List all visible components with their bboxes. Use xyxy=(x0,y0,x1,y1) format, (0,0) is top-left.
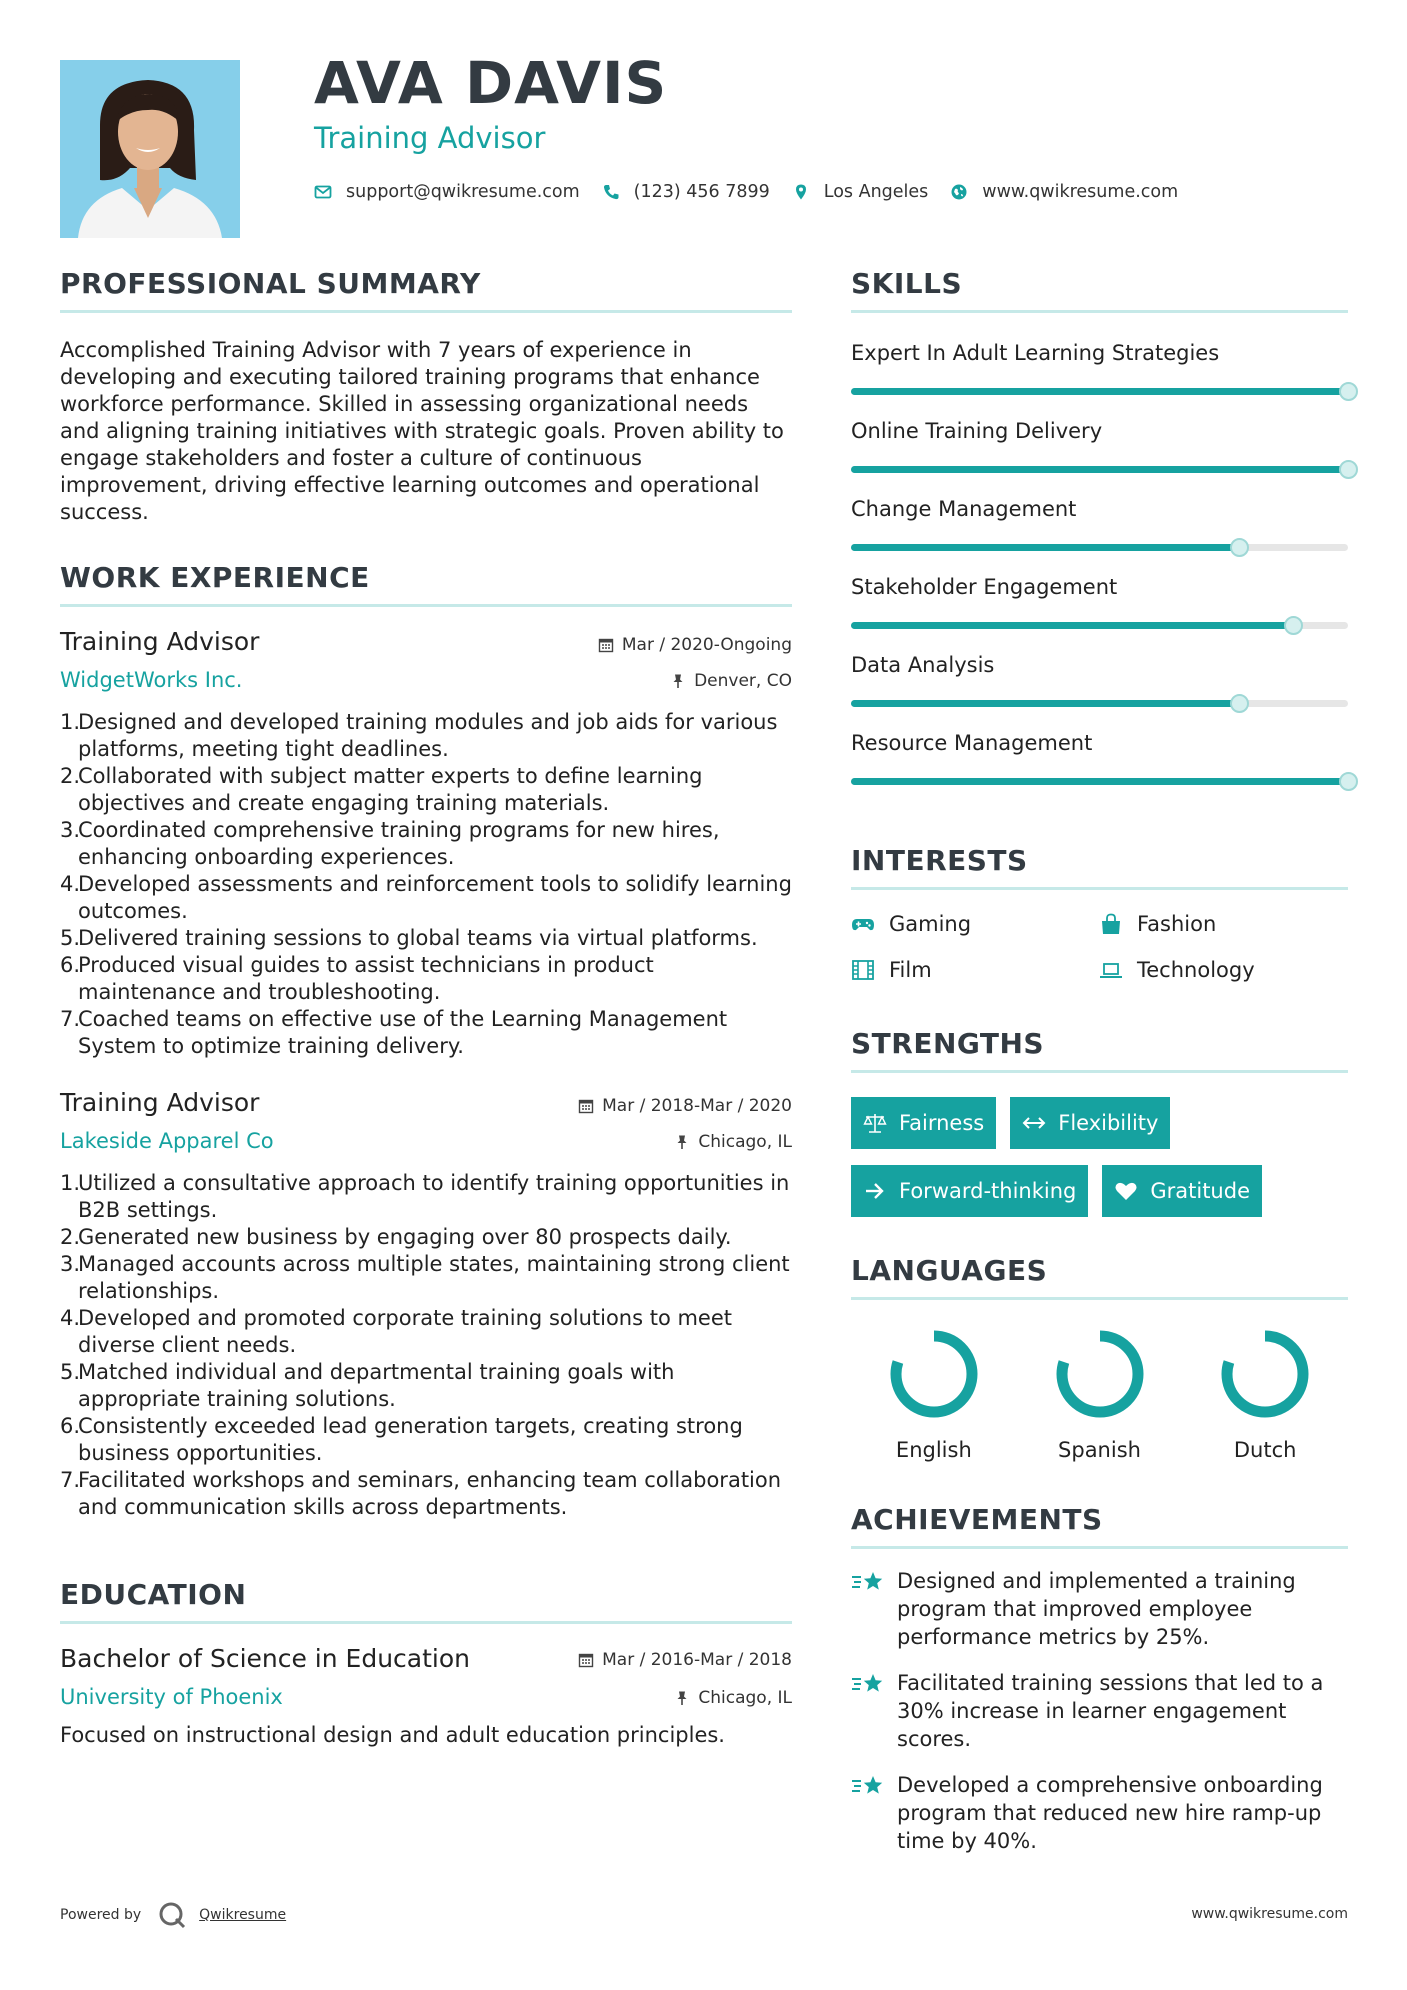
job-dates-text: Mar / 2020-Ongoing xyxy=(621,635,792,655)
education-location-text: Chicago, IL xyxy=(698,1688,792,1708)
skill-label: Change Management xyxy=(851,497,1077,521)
job-company: Lakeside Apparel Co xyxy=(60,1129,274,1153)
languages-list xyxy=(851,1324,1348,1462)
language-label: Spanish xyxy=(1058,1438,1141,1462)
education-dates-text: Mar / 2016-Mar / 2018 xyxy=(602,1650,792,1670)
education-heading: EDUCATION xyxy=(60,1581,792,1624)
contact-bar xyxy=(314,180,1200,204)
skill-bar xyxy=(851,778,1348,785)
job-dates xyxy=(578,1096,792,1116)
skill-item xyxy=(851,655,1348,733)
phone-icon xyxy=(602,183,620,201)
achievement-text: Designed and implemented a training program that improved employee performance metrics by 25%. xyxy=(897,1569,1296,1649)
job-dates-text: Mar / 2018-Mar / 2020 xyxy=(602,1096,792,1116)
skill-bar-knob xyxy=(1339,382,1358,401)
footer-brand-link[interactable]: Qwikresume xyxy=(199,1907,287,1923)
language-item xyxy=(851,1324,1017,1462)
achievement-item xyxy=(851,1567,1348,1651)
list-item: Matched individual and departmental training goals with appropriate training solutions. xyxy=(78,1360,675,1411)
list-item: Facilitated workshops and seminars, enhancing team collaboration and communication skills across departments. xyxy=(78,1468,782,1519)
skill-label: Online Training Delivery xyxy=(851,419,1103,443)
arrows-horizontal-icon xyxy=(1022,1112,1046,1134)
summary-heading: PROFESSIONAL SUMMARY xyxy=(60,270,792,313)
contact-email[interactable] xyxy=(314,182,580,202)
skill-bar xyxy=(851,622,1348,629)
skill-bar-knob xyxy=(1339,772,1358,791)
pushpin-icon xyxy=(670,673,686,689)
map-pin-icon xyxy=(792,183,810,201)
job-location xyxy=(674,1132,792,1152)
education-description: Focused on instructional design and adult education principles. xyxy=(60,1723,725,1747)
job-title: Training Advisor xyxy=(60,627,260,656)
interest-item xyxy=(1099,912,1347,936)
candidate-name: AVA DAVIS xyxy=(314,49,668,117)
job-entry xyxy=(60,1090,792,1521)
heart-icon xyxy=(1114,1180,1138,1202)
language-item xyxy=(1182,1324,1348,1462)
skills-heading: SKILLS xyxy=(851,270,1348,313)
skill-item xyxy=(851,343,1348,421)
skill-item xyxy=(851,733,1348,811)
language-label: Dutch xyxy=(1233,1438,1297,1462)
job-company: WidgetWorks Inc. xyxy=(60,668,243,692)
gamepad-icon xyxy=(851,913,875,935)
skills-list xyxy=(851,343,1348,811)
list-item: Coached teams on effective use of the Learning Management System to optimize training delivery. xyxy=(78,1007,728,1058)
contact-location xyxy=(792,182,929,202)
achievement-item xyxy=(851,1771,1348,1855)
skill-bar xyxy=(851,700,1348,707)
skill-bar xyxy=(851,544,1348,551)
skill-label: Data Analysis xyxy=(851,653,995,677)
achievement-item xyxy=(851,1669,1348,1753)
profile-photo xyxy=(60,60,240,238)
achievement-text: Facilitated training sessions that led to a 30% increase in learner engagement scores. xyxy=(897,1671,1324,1751)
strengths-heading: STRENGTHS xyxy=(851,1030,1348,1073)
strength-tag xyxy=(1102,1165,1262,1217)
skill-bar-knob xyxy=(1339,460,1358,479)
interest-label: Technology xyxy=(1137,958,1255,982)
strength-label: Flexibility xyxy=(1058,1111,1159,1135)
skill-bar xyxy=(851,388,1348,395)
shopping-bag-icon xyxy=(1099,913,1123,935)
candidate-title: Training Advisor xyxy=(314,121,546,155)
location-text: Los Angeles xyxy=(823,182,929,202)
experience-heading: WORK EXPERIENCE xyxy=(60,564,792,607)
footer-powered-by xyxy=(60,1900,286,1930)
envelope-icon xyxy=(314,183,332,201)
job-location-text: Denver, CO xyxy=(694,671,792,691)
left-column xyxy=(60,267,792,1749)
interests-heading: INTERESTS xyxy=(851,847,1348,890)
list-item: Designed and developed training modules and job aids for various platforms, meeting tight deadlines. xyxy=(78,710,778,761)
skill-label: Resource Management xyxy=(851,731,1093,755)
achievement-text: Developed a comprehensive onboarding program that reduced new hire ramp-up time by 40%. xyxy=(897,1773,1323,1853)
skill-bar-fill xyxy=(851,700,1239,707)
contact-website[interactable] xyxy=(950,182,1178,202)
interest-label: Gaming xyxy=(889,912,972,936)
balance-scale-icon xyxy=(863,1112,887,1134)
job-location-text: Chicago, IL xyxy=(698,1132,792,1152)
skill-bar-knob xyxy=(1230,538,1249,557)
film-icon xyxy=(851,959,875,981)
interest-item xyxy=(851,912,1099,936)
skill-bar-fill xyxy=(851,622,1293,629)
skill-label: Stakeholder Engagement xyxy=(851,575,1118,599)
summary-text: Accomplished Training Advisor with 7 years of experience in developing and executing tailored training programs that enhance workforce performance. Skilled in assessing organizational needs and aligning training initiatives with strategic goals. Proven ability to engage stakeholders and foster a culture of continuous improvement, driving effective learning outcomes and operational success. xyxy=(60,338,784,524)
right-column xyxy=(851,267,1348,1855)
phone-text: (123) 456 7899 xyxy=(633,182,770,202)
list-item: Delivered training sessions to global teams via virtual platforms. xyxy=(78,926,758,950)
achievements-heading: ACHIEVEMENTS xyxy=(851,1506,1348,1549)
strength-tag xyxy=(851,1097,996,1149)
skill-bar-fill xyxy=(851,466,1348,473)
education-entry xyxy=(60,1646,792,1749)
list-item: Produced visual guides to assist technicians in product maintenance and troubleshooting. xyxy=(78,953,654,1004)
education-degree: Bachelor of Science in Education xyxy=(60,1644,471,1673)
globe-icon xyxy=(950,183,968,201)
strength-label: Gratitude xyxy=(1150,1179,1250,1203)
language-ring xyxy=(1050,1324,1150,1424)
job-title: Training Advisor xyxy=(60,1088,260,1117)
list-item: Utilized a consultative approach to identify training opportunities in B2B settings. xyxy=(78,1171,790,1222)
list-item: Consistently exceeded lead generation targets, creating strong business opportunities. xyxy=(78,1414,743,1465)
list-item: Collaborated with subject matter experts to define learning objectives and create engaging training materials. xyxy=(78,764,703,815)
shooting-star-icon xyxy=(851,1671,885,1699)
skill-bar-knob xyxy=(1230,694,1249,713)
contact-phone[interactable] xyxy=(602,182,770,202)
laptop-icon xyxy=(1099,959,1123,981)
language-ring xyxy=(1215,1324,1315,1424)
skill-item xyxy=(851,499,1348,577)
language-label: English xyxy=(895,1438,972,1462)
pushpin-icon xyxy=(674,1134,690,1150)
education-location xyxy=(674,1688,792,1708)
email-text: support@qwikresume.com xyxy=(346,182,580,202)
arrow-right-icon xyxy=(863,1180,887,1202)
strength-tag xyxy=(851,1165,1088,1217)
strengths-list xyxy=(851,1097,1348,1217)
skill-bar-fill xyxy=(851,778,1348,785)
calendar-icon xyxy=(598,637,614,653)
job-entry xyxy=(60,629,792,1060)
interest-item xyxy=(851,958,1099,982)
languages-heading: LANGUAGES xyxy=(851,1257,1348,1300)
job-bullets xyxy=(60,709,792,1060)
calendar-icon xyxy=(578,1098,594,1114)
interest-label: Film xyxy=(889,958,932,982)
skill-item xyxy=(851,421,1348,499)
job-bullets xyxy=(60,1170,792,1521)
list-item: Generated new business by engaging over 80 prospects daily. xyxy=(78,1225,732,1249)
language-ring xyxy=(884,1324,984,1424)
interest-item xyxy=(1099,958,1347,982)
language-item xyxy=(1017,1324,1183,1462)
qwikresume-logo-icon xyxy=(157,1900,187,1930)
skill-bar xyxy=(851,466,1348,473)
powered-by-text: Powered by xyxy=(60,1907,142,1923)
skill-label: Expert In Adult Learning Strategies xyxy=(851,341,1220,365)
list-item: Managed accounts across multiple states, maintaining strong client relationships. xyxy=(78,1252,790,1303)
strength-label: Fairness xyxy=(899,1111,985,1135)
achievements-list xyxy=(851,1567,1348,1855)
shooting-star-icon xyxy=(851,1773,885,1801)
skill-bar-fill xyxy=(851,544,1239,551)
list-item: Coordinated comprehensive training programs for new hires, enhancing onboarding experiences. xyxy=(78,818,720,869)
calendar-icon xyxy=(578,1652,594,1668)
website-text: www.qwikresume.com xyxy=(982,182,1179,202)
education-dates xyxy=(578,1650,792,1670)
strength-tag xyxy=(1010,1097,1170,1149)
interests-list xyxy=(851,912,1348,982)
job-location xyxy=(670,671,792,691)
pushpin-icon xyxy=(674,1690,690,1706)
education-school: University of Phoenix xyxy=(60,1685,283,1709)
skill-bar-fill xyxy=(851,388,1348,395)
list-item: Developed assessments and reinforcement tools to solidify learning outcomes. xyxy=(78,872,792,923)
shooting-star-icon xyxy=(851,1569,885,1597)
list-item: Developed and promoted corporate training solutions to meet diverse client needs. xyxy=(78,1306,733,1357)
interest-label: Fashion xyxy=(1137,912,1217,936)
skill-bar-knob xyxy=(1284,616,1303,635)
footer-website[interactable]: www.qwikresume.com xyxy=(1191,1906,1348,1922)
strength-label: Forward-thinking xyxy=(899,1179,1077,1203)
skill-item xyxy=(851,577,1348,655)
job-dates xyxy=(598,635,792,655)
